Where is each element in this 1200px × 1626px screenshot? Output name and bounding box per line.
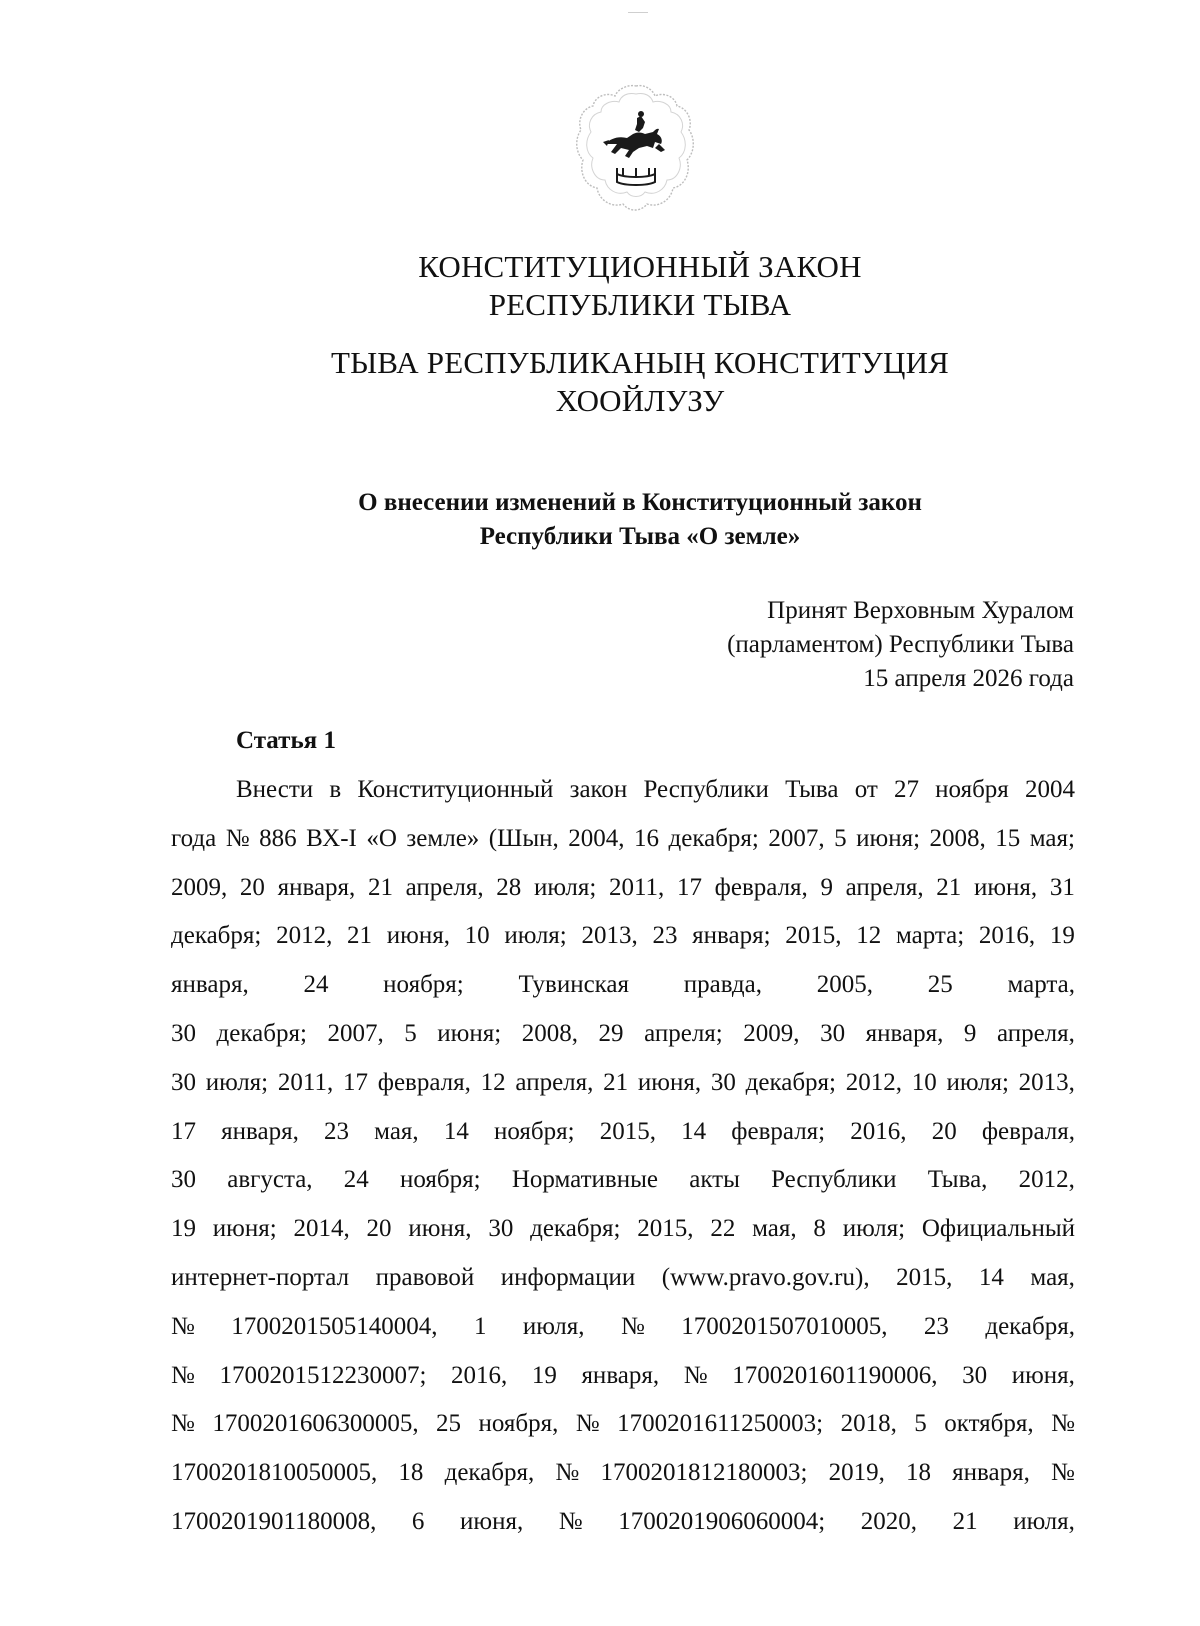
adoption-line: (парламентом) Республики Тыва — [727, 631, 1074, 658]
body-text-line: 30 декабря; 2007, 5 июня; 2008, 29 апреля; 2009, 30 января, 9 апреля, — [171, 1019, 1075, 1047]
article-body — [171, 766, 1075, 1547]
body-text-line: года № 886 ВХ-I «О земле» (Шын, 2004, 16 декабря; 2007, 5 июня; 2008, 15 мая; — [171, 824, 1075, 852]
body-text-line: 17 января, 23 мая, 14 ноября; 2015, 14 февраля; 2016, 20 февраля, — [171, 1117, 1075, 1145]
heading-line: РЕСПУБЛИКИ ТЫВА — [488, 287, 792, 322]
adoption-note — [727, 594, 1074, 696]
adoption-line: Принят Верховным Хуралом — [767, 597, 1074, 624]
body-text-line: 1700201810050005, 18 декабря, № 1700201812180003; 2019, 18 января, № — [171, 1459, 1075, 1487]
law-subject-title — [40, 486, 1200, 554]
body-text-line: декабря; 2012, 21 июня, 10 июля; 2013, 23 января; 2015, 12 марта; 2016, 19 — [171, 922, 1075, 950]
scan-mark — [628, 12, 648, 13]
heading-line: КОНСТИТУЦИОННЫЙ ЗАКОН — [418, 249, 862, 284]
law-heading-tuvan — [40, 344, 1200, 420]
body-text-line: № 1700201505140004, 1 июля, № 1700201507010005, 23 декабря, — [171, 1312, 1075, 1340]
body-text-line: января, 24 ноября; Тувинская правда, 2005, 25 марта, — [171, 971, 1075, 999]
heading-line: ХООЙЛУЗУ — [555, 383, 725, 418]
body-text-line: 1700201901180008, 6 июня, № 1700201906060004; 2020, 21 июля, — [171, 1507, 1075, 1535]
article-title: Статья 1 — [236, 727, 336, 754]
subject-line: О внесении изменений в Конституционный закон — [358, 489, 922, 516]
body-text-line: интернет-портал правовой информации (www.pravo.gov.ru), 2015, 14 мая, — [171, 1263, 1075, 1291]
body-text-line: № 1700201606300005, 25 ноября, № 1700201611250003; 2018, 5 октября, № — [171, 1410, 1075, 1438]
body-text-line: 30 июля; 2011, 17 февраля, 12 апреля, 21 июня, 30 декабря; 2012, 10 июля; 2013, — [171, 1068, 1075, 1096]
body-text-line: 19 июня; 2014, 20 июня, 30 декабря; 2015, 22 мая, 8 июля; Официальный — [171, 1215, 1075, 1243]
adoption-date: 15 апреля 2026 года — [863, 665, 1074, 692]
subject-line: Республики Тыва «О земле» — [479, 523, 801, 550]
body-text-line: 30 августа, 24 ноября; Нормативные акты Республики Тыва, 2012, — [171, 1166, 1075, 1194]
coat-of-arms-emblem — [575, 82, 697, 214]
body-text-line: № 1700201512230007; 2016, 19 января, № 1700201601190006, 30 июня, — [171, 1361, 1075, 1389]
body-text-line: 2009, 20 января, 21 апреля, 28 июля; 2011, 17 февраля, 9 апреля, 21 июня, 31 — [171, 873, 1075, 901]
heading-line: ТЫВА РЕСПУБЛИКАНЫҢ КОНСТИТУЦИЯ — [330, 345, 950, 380]
law-heading-russian — [40, 248, 1200, 324]
body-text-line: Внести в Конституционный закон Республики Тыва от 27 ноября 2004 — [236, 776, 1075, 803]
